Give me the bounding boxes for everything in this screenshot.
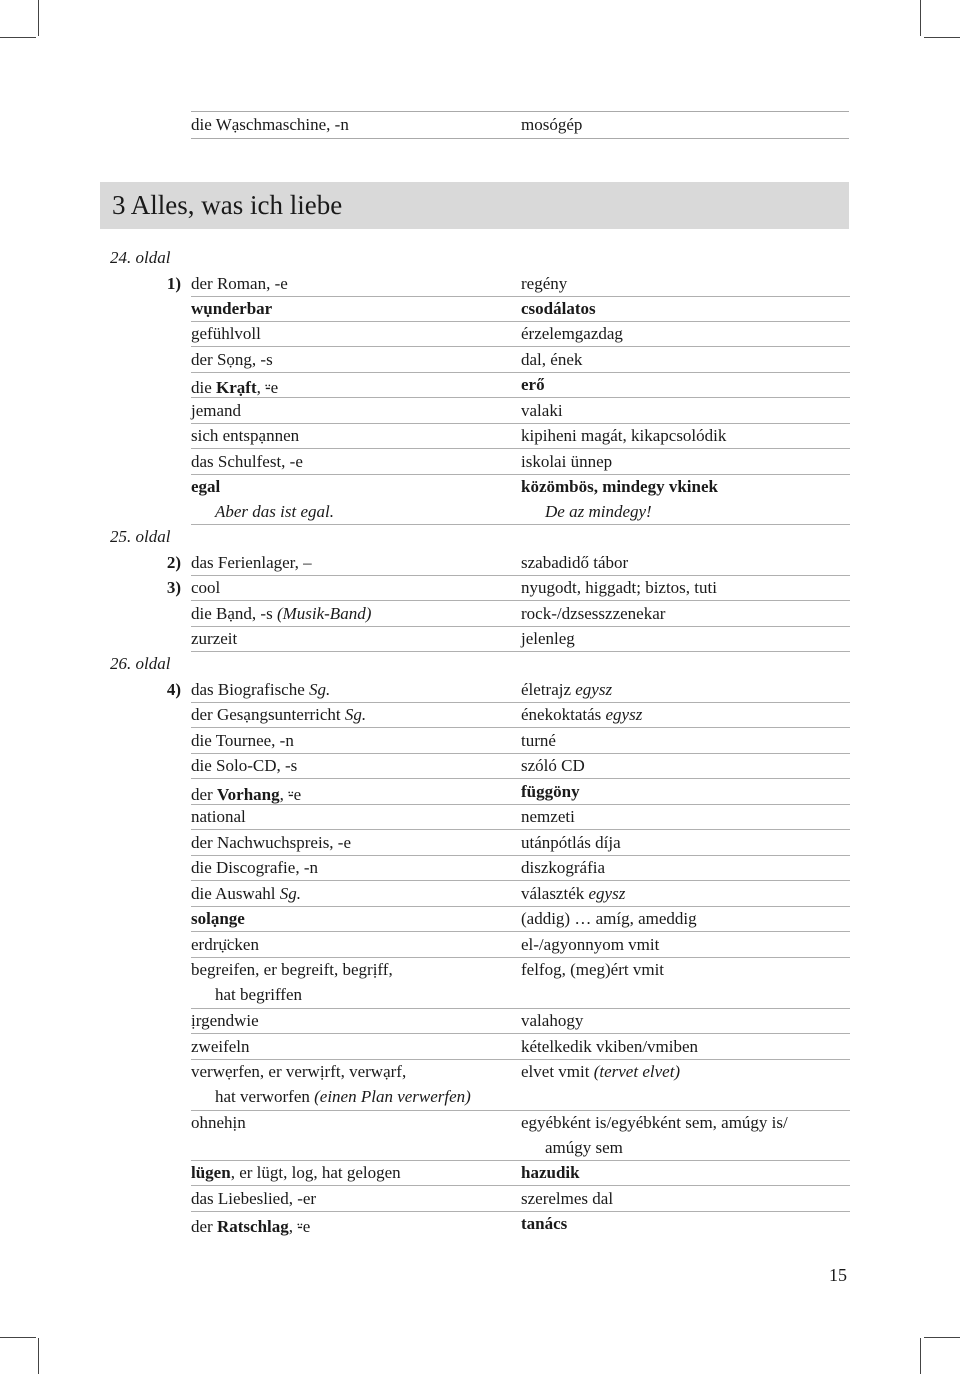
german-term xyxy=(191,375,278,398)
hungarian-term: (addig) … amíg, ameddig xyxy=(521,909,697,928)
german-term: zurzeit xyxy=(191,629,238,648)
crop-mark xyxy=(0,1337,36,1338)
exercise-number: 3) xyxy=(166,578,181,597)
crop-mark xyxy=(920,0,921,36)
hungarian-term: dal, ének xyxy=(521,350,583,369)
german-term: sich entspạnnen xyxy=(191,426,300,445)
vocab-row xyxy=(191,1060,850,1111)
hungarian-term: diszkográfia xyxy=(521,858,606,877)
vocab-row xyxy=(191,627,850,652)
hungarian-term: szóló CD xyxy=(521,756,585,775)
hungarian-term: turné xyxy=(521,731,556,750)
hungarian-term: utánpótlás díja xyxy=(521,833,621,852)
german-term: wụnderbar xyxy=(191,299,273,318)
term-note: Sg. xyxy=(344,705,367,724)
exercise-number: 4) xyxy=(166,680,181,699)
term-word: die Bạnd, -s xyxy=(191,604,277,623)
german-term: verwẹrfen, er verwịrft, verwạrf, xyxy=(191,1062,407,1081)
term-word: életrajz xyxy=(521,680,576,699)
term-word: énekoktatás xyxy=(521,705,606,724)
hungarian-term: el-/agyonnyom vmit xyxy=(521,935,660,954)
german-term: der Nachwuchspreis, -e xyxy=(191,833,352,852)
german-term xyxy=(191,884,301,904)
hungarian-term: regény xyxy=(521,274,568,293)
term-note: Sg. xyxy=(279,884,302,903)
crop-mark xyxy=(920,1338,921,1374)
hungarian-term: közömbös, mindegy vkinek xyxy=(521,477,718,496)
hungarian-term: érzelemgazdag xyxy=(521,324,623,343)
vocab-row xyxy=(191,933,850,958)
hungarian-term: valaki xyxy=(521,401,563,420)
term-note: (Musik-Band) xyxy=(276,604,372,623)
hungarian-term: nemzeti xyxy=(521,807,575,826)
german-term-continuation xyxy=(215,1087,471,1107)
vocab-row xyxy=(191,297,850,322)
term-note: Sg. xyxy=(309,680,331,699)
german-term: die Solo-CD, -s xyxy=(191,756,298,775)
term-word: die Auswahl xyxy=(191,884,280,903)
crop-mark xyxy=(924,1337,960,1338)
german-term: ohnehịn xyxy=(191,1113,246,1132)
vocab-row xyxy=(191,882,850,907)
german-term: zweifeln xyxy=(191,1037,250,1056)
vocab-row xyxy=(191,348,850,373)
vocab-row xyxy=(166,272,850,297)
hungarian-term: felfog, (meg)ért vmit xyxy=(521,960,665,979)
hungarian-term: szerelmes dal xyxy=(521,1189,614,1208)
hungarian-term xyxy=(521,1062,680,1082)
chapter-title: 3 Alles, was ich liebe xyxy=(112,190,343,220)
vocab-row xyxy=(191,424,850,449)
german-term: cool xyxy=(191,578,221,597)
term-note: egysz xyxy=(588,884,626,903)
term-note: (einen Plan verwerfen) xyxy=(314,1087,471,1106)
vocab-row xyxy=(191,703,850,728)
vocab-row xyxy=(191,475,850,499)
term-article: der xyxy=(191,785,217,804)
hungarian-term: kipiheni magát, kikapcsolódik xyxy=(521,426,727,445)
german-term xyxy=(191,680,330,700)
hungarian-term xyxy=(521,705,642,725)
vocab-row xyxy=(191,754,850,779)
hungarian-term: tanács xyxy=(521,1214,568,1233)
vocab-row xyxy=(191,1161,850,1186)
term-plural: , ⸚e xyxy=(279,785,302,804)
german-term: jemand xyxy=(191,401,242,420)
term-word: választék xyxy=(521,884,589,903)
term-plural: , ⸚e xyxy=(288,1217,311,1236)
vocab-row xyxy=(191,805,850,830)
term-word: lügen xyxy=(191,1163,231,1182)
crop-mark xyxy=(924,37,960,38)
german-term xyxy=(191,782,301,805)
example-row xyxy=(191,500,850,525)
hungarian-term xyxy=(521,884,625,904)
exercise-number: 1) xyxy=(166,274,181,293)
german-term: das Liebeslied, -er xyxy=(191,1189,317,1208)
german-term: gefühlvoll xyxy=(191,324,261,343)
german-term: die Wạschmaschine, -n xyxy=(191,115,349,134)
vocab-row xyxy=(191,780,850,805)
hungarian-term: hazudik xyxy=(521,1163,580,1182)
term-word: Ratschlag xyxy=(216,1217,289,1236)
german-term: der Sọng, -s xyxy=(191,350,273,369)
vocab-row xyxy=(191,831,850,856)
hungarian-term: rock-/dzsesszzenekar xyxy=(521,604,666,623)
vocab-row xyxy=(191,856,850,881)
hungarian-term: egyébként is/egyébként sem, amúgy is/ xyxy=(521,1113,788,1132)
hungarian-term: kételkedik vkiben/vmiben xyxy=(521,1037,699,1056)
german-term: erdrụ̈cken xyxy=(191,935,259,954)
term-plural: , ⸚e xyxy=(256,378,279,397)
page-reference: 24. oldal xyxy=(110,248,171,267)
german-term: solạnge xyxy=(191,909,245,928)
german-term: die Discografie, -n xyxy=(191,858,318,877)
vocab-row xyxy=(191,1187,850,1212)
crop-mark xyxy=(38,1338,39,1374)
vocab-row xyxy=(191,1035,850,1060)
term-word: Vorhang xyxy=(216,785,280,804)
vocab-row xyxy=(191,1009,850,1034)
page-reference: 26. oldal xyxy=(110,654,171,673)
vocab-row xyxy=(191,399,850,424)
german-term: das Schulfest, -e xyxy=(191,452,303,471)
vocab-row xyxy=(191,907,850,932)
term-word: Krạft xyxy=(216,378,257,397)
vocab-row xyxy=(191,729,850,754)
vocab-row xyxy=(191,602,850,627)
page-reference: 25. oldal xyxy=(110,527,171,546)
german-term: das Ferienlager, – xyxy=(191,553,312,572)
hungarian-term: iskolai ünnep xyxy=(521,452,613,471)
term-word: der Gesạngsunterricht xyxy=(191,705,345,724)
hungarian-term: szabadidő tábor xyxy=(521,553,629,572)
vocab-row xyxy=(191,373,850,398)
vocab-row xyxy=(191,1212,850,1236)
vocab-row xyxy=(166,576,850,601)
german-term: egal xyxy=(191,477,221,496)
german-term-continuation: hat begriffen xyxy=(215,985,303,1004)
chapter-heading xyxy=(100,182,849,229)
german-term: national xyxy=(191,807,246,826)
term-article: die xyxy=(191,378,217,397)
hungarian-term: függöny xyxy=(521,782,580,801)
hungarian-example: De az mindegy! xyxy=(545,502,652,521)
german-example: Aber das ist egal. xyxy=(215,502,334,521)
german-term: begreifen, er begreift, begrịff, xyxy=(191,960,393,979)
vocab-row xyxy=(166,678,850,703)
term-note: egysz xyxy=(575,680,613,699)
german-term: der Roman, -e xyxy=(191,274,288,293)
vocab-row xyxy=(191,450,850,475)
vocab-row xyxy=(191,111,849,139)
crop-mark xyxy=(0,37,36,38)
german-term: die Tournee, -n xyxy=(191,731,294,750)
term-note: (tervet elvet) xyxy=(593,1062,681,1081)
page-number: 15 xyxy=(829,1265,847,1285)
term-word: elvet vmit xyxy=(521,1062,594,1081)
hungarian-term-continuation: amúgy sem xyxy=(545,1138,623,1157)
term-word: das Biografische xyxy=(191,680,310,699)
crop-mark xyxy=(38,0,39,36)
term-forms: , er lügt, log, hat gelogen xyxy=(230,1163,401,1182)
german-term xyxy=(191,1214,310,1237)
german-term xyxy=(191,604,371,624)
vocab-row xyxy=(166,551,850,576)
vocab-row xyxy=(191,322,850,347)
vocab-row xyxy=(191,1111,850,1161)
hungarian-term: valahogy xyxy=(521,1011,584,1030)
term-word: hat verworfen xyxy=(215,1087,315,1106)
hungarian-term: erő xyxy=(521,375,545,394)
hungarian-term xyxy=(521,680,612,700)
hungarian-term: nyugodt, higgadt; biztos, tuti xyxy=(521,578,717,597)
term-note: egysz xyxy=(605,705,643,724)
german-term xyxy=(191,705,366,725)
hungarian-term: csodálatos xyxy=(521,299,596,318)
german-term: ịrgendwie xyxy=(191,1011,259,1030)
hungarian-term: jelenleg xyxy=(521,629,575,648)
hungarian-term: mosógép xyxy=(521,115,583,134)
german-term xyxy=(191,1163,401,1183)
vocab-row xyxy=(191,958,850,1009)
exercise-number: 2) xyxy=(166,553,181,572)
term-article: der xyxy=(191,1217,217,1236)
